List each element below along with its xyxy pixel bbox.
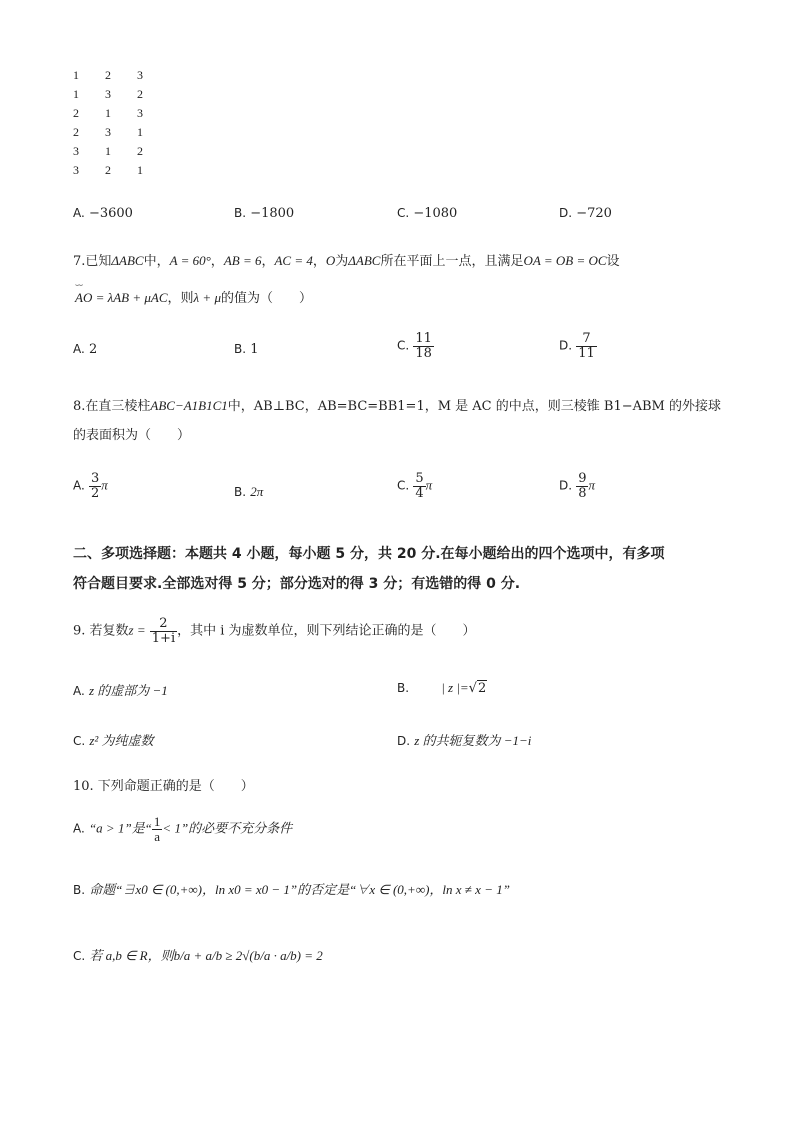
table-cell: 1 <box>73 68 79 82</box>
fraction <box>576 332 597 360</box>
fraction <box>150 617 177 645</box>
fraction <box>89 472 101 500</box>
q7-stem-line1: 7.已知ΔABC中，A = 60°，AB = 6，AC = 4，O为ΔABC所在平面上一点，且满足OA = OB = OC设 <box>73 253 620 269</box>
triangle-abc: ΔABC <box>348 253 381 268</box>
triangle-abc: ΔABC <box>111 253 144 268</box>
table-cell: 1 <box>137 163 143 177</box>
table-cell: 2 <box>137 144 143 158</box>
denominator: 11 <box>578 345 595 361</box>
section-heading-line1: 二、多项选择题：本题共 4 小题，每小题 5 分，共 20 分.在每小题给出的四个选项中，有多项 <box>73 546 665 562</box>
option-letter: D. <box>559 206 573 220</box>
q7-cond-ac: AC = 4 <box>274 253 313 268</box>
option-value: −1800 <box>250 206 295 221</box>
table-cell: 3 <box>137 106 143 120</box>
table-cell: 2 <box>105 163 111 177</box>
q7-text: 中， <box>143 254 170 269</box>
q7-cond-ab: AB = 6 <box>223 253 262 268</box>
table-cell: 3 <box>105 125 111 139</box>
option-letter: B. <box>234 206 247 220</box>
q7-option-c[interactable] <box>397 332 434 360</box>
q9-option-c[interactable] <box>73 730 154 749</box>
option-text: | z |= <box>441 680 469 695</box>
sqrt-sign: √ <box>468 681 477 696</box>
table-row <box>73 144 143 159</box>
table-row <box>73 68 143 83</box>
table-cell: 3 <box>137 68 143 82</box>
option-text: 命题“∃x0 ∈ (0,+∞)，ln x0 = x0 − 1”的否定是“∀x ∈ (0,+∞)，ln x ≠ x − 1” <box>89 882 510 897</box>
table-cell: 2 <box>105 68 111 82</box>
q8-prefix: 8.在直三棱柱 <box>73 399 151 414</box>
table-cell: 1 <box>73 87 79 101</box>
table-row <box>73 163 143 178</box>
numerator: 1 <box>153 814 161 829</box>
q7-text: 所在平面上一点，且满足 <box>380 254 524 269</box>
option-value: 1 <box>250 342 259 357</box>
q9-option-d[interactable] <box>397 730 531 749</box>
option-letter: B. <box>73 883 86 897</box>
option-text: z² 为纯虚数 <box>89 733 154 748</box>
denominator: 2 <box>90 485 100 501</box>
option-letter: C. <box>73 949 86 963</box>
q7-prefix: 7.已知 <box>73 254 112 269</box>
q10-stem-text: 10. 下列命题正确的是（ ） <box>73 779 254 794</box>
q7-option-b[interactable] <box>234 342 258 357</box>
lambda-plus-mu: λ + μ <box>193 290 221 305</box>
table-cell: 2 <box>137 87 143 101</box>
option-letter: C. <box>397 478 410 493</box>
q8-tail: 的表面积为（ ） <box>73 428 191 443</box>
option-letter: C. <box>397 338 410 353</box>
q10-option-c[interactable] <box>73 945 323 964</box>
q7-cond-a: A = 60° <box>169 253 211 268</box>
vector-equation: ⌣⌣ AO = λAB + μAC <box>75 290 168 306</box>
option-text: 若 a,b ∈ R，则 <box>89 948 174 963</box>
section-heading <box>73 543 665 563</box>
q8-option-b[interactable] <box>234 484 263 500</box>
section-heading-cont <box>73 573 520 593</box>
q10-option-b[interactable] <box>73 879 510 898</box>
table-cell: 2 <box>73 106 79 120</box>
q8-option-a[interactable] <box>73 472 108 500</box>
table-cell: 3 <box>73 163 79 177</box>
q9-suffix: ，其中 i 为虚数单位，则下列结论正确的是（ ） <box>177 623 476 639</box>
option-text: “a > 1”是“ <box>88 820 152 836</box>
denominator: 1+i <box>151 630 176 646</box>
z-equals: z = <box>128 622 146 638</box>
numerator: 11 <box>415 331 432 346</box>
q7-option-d[interactable] <box>559 332 597 360</box>
numerator: 2 <box>159 616 168 631</box>
q8-option-c[interactable] <box>397 472 432 500</box>
q9-stem <box>73 617 476 645</box>
q7-text: 为 <box>335 254 349 269</box>
numerator: 3 <box>90 471 100 486</box>
option-value: −1080 <box>413 206 458 221</box>
table-cell: 1 <box>105 144 111 158</box>
table-row <box>73 125 143 140</box>
table-cell: 1 <box>137 125 143 139</box>
option-letter: A. <box>73 206 85 220</box>
option-letter: B. <box>234 342 247 356</box>
numerator: 7 <box>582 331 591 346</box>
option-letter: A. <box>73 684 85 698</box>
option-value: −720 <box>576 206 612 221</box>
sqrt-radicand: 2 <box>477 681 487 696</box>
q9-prefix: 9. 若复数 <box>73 623 129 639</box>
fraction <box>576 472 588 500</box>
fraction <box>413 472 425 500</box>
option-letter: C. <box>397 206 410 220</box>
option-letter: B. <box>397 681 410 695</box>
option-letter: B. <box>234 485 247 499</box>
q10-option-a[interactable] <box>73 815 292 843</box>
option-letter: D. <box>559 478 573 493</box>
q8-option-d[interactable] <box>559 472 595 500</box>
denominator: a <box>152 829 163 844</box>
pi-symbol: π <box>425 477 433 493</box>
q8-stem-line2 <box>73 424 190 443</box>
table-cell: 1 <box>105 106 111 120</box>
q6-option-a[interactable] <box>73 206 133 221</box>
option-letter: A. <box>73 342 85 356</box>
table-cell: 2 <box>73 125 79 139</box>
numerator: 5 <box>415 471 424 486</box>
pi-symbol: π <box>101 477 108 493</box>
fraction <box>152 815 163 843</box>
option-letter: A. <box>73 821 85 836</box>
table-row <box>73 106 143 121</box>
option-text: z 的虚部为 −1 <box>88 683 168 698</box>
denominator: 4 <box>415 485 424 501</box>
q8-stem-line1 <box>73 395 721 414</box>
q7-option-a[interactable] <box>73 342 97 357</box>
option-letter: D. <box>397 734 411 748</box>
denominator: 8 <box>578 485 587 501</box>
q10-stem <box>73 775 254 794</box>
q7-tail: 的值为（ ） <box>220 291 312 306</box>
option-letter: D. <box>559 338 573 353</box>
pi-symbol: π <box>588 477 595 493</box>
prism-name: ABC−A1B1C1 <box>150 398 228 413</box>
table-cell: 3 <box>73 144 79 158</box>
numerator: 9 <box>578 471 587 486</box>
section-heading-line2: 符合题目要求.全部选对得 5 分；部分选对的得 3 分；有选错的得 0 分. <box>73 576 521 592</box>
option-text: z 的共轭复数为 −1−i <box>414 733 532 748</box>
q7-text: 设 <box>606 254 620 269</box>
q7-text: ，则 <box>167 291 194 306</box>
point-o: O <box>325 253 336 268</box>
q8-text: 中，AB⊥BC，AB=BC=BB1=1，M 是 AC 的中点，则三棱锥 B1−ABM 的外接球 <box>227 399 721 414</box>
table-row <box>73 87 143 102</box>
q6-option-d[interactable] <box>559 206 612 221</box>
denominator: 18 <box>415 345 432 361</box>
option-value: 2π <box>250 484 264 499</box>
option-letter: C. <box>73 734 86 748</box>
q9-option-a[interactable] <box>73 680 168 699</box>
q6-option-b[interactable] <box>234 206 294 221</box>
q7-stem-line2 <box>75 287 312 306</box>
q9-option-b[interactable] <box>397 680 487 696</box>
table-cell: 3 <box>105 87 111 101</box>
q6-option-c[interactable] <box>397 206 457 221</box>
inequality-expression: b/a + a/b ≥ 2√(b/a · a/b) = 2 <box>173 948 323 963</box>
q7-equal-distances: OA = OB = OC <box>523 253 607 268</box>
option-letter: A. <box>73 478 85 493</box>
option-text: < 1”的必要不充分条件 <box>162 820 293 836</box>
fraction <box>413 332 434 360</box>
option-value: −3600 <box>88 206 133 221</box>
option-value: 2 <box>88 342 98 357</box>
